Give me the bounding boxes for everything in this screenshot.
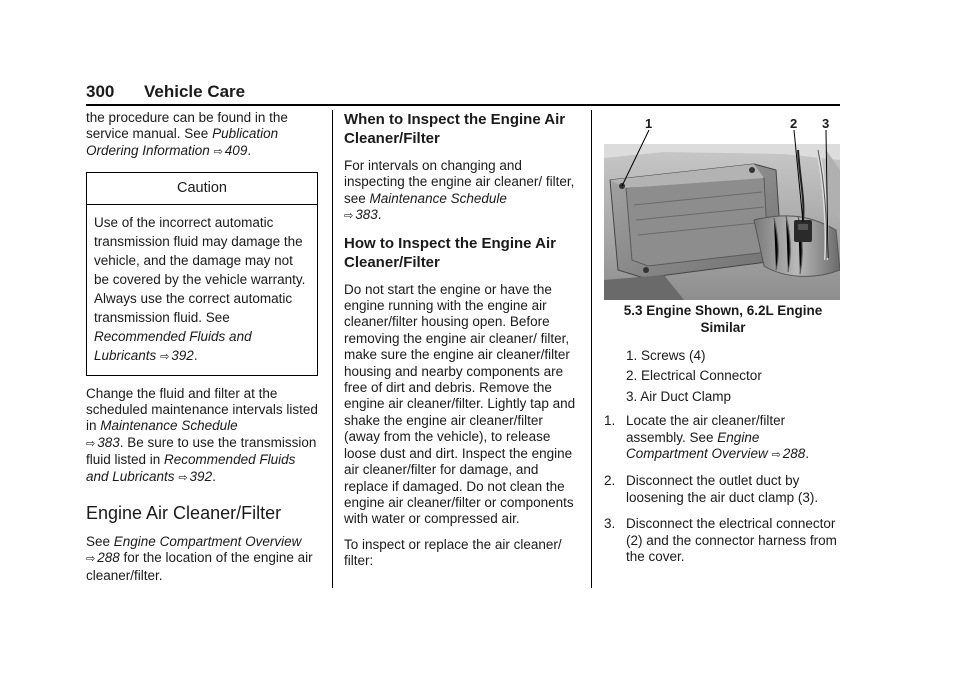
page-number: 300 — [86, 82, 115, 101]
caution-body: Use of the incorrect automatic transmission fluid may damage the vehicle, and the damage may not be covered by the vehicle warranty. Always use the correct automatic transmission fluid. See Recommended Fluids and Lubricants ⇨ 392. — [94, 214, 306, 363]
caution-heading: Caution — [87, 173, 317, 204]
page-reference-arrow-icon: ⇨ — [86, 437, 96, 450]
step-number: 1. — [604, 413, 616, 429]
step-item: 1. Locate the air cleaner/filter assembly. See Engine Compartment Overview ⇨ 288. — [604, 413, 810, 462]
xref-page-number[interactable]: 392 — [189, 468, 213, 484]
page-reference-arrow-icon: ⇨ — [771, 449, 781, 462]
engine-air-cleaner-photo — [604, 110, 840, 300]
callout-3: 3 — [822, 116, 830, 131]
page-reference-arrow-icon: ⇨ — [86, 553, 96, 566]
page-header — [86, 82, 840, 104]
photo-caption: 5.3 Engine Shown, 6.2L Engine Similar — [623, 303, 823, 335]
legend-item: 2. Electrical Connector — [626, 368, 762, 384]
xref-recommended-fluids[interactable]: Recommended Fluids and Lubricants — [94, 328, 252, 363]
step-item: 3. Disconnect the electrical connector (2) and the connector harness from the cover. — [604, 516, 837, 565]
xref-maintenance-schedule[interactable]: Maintenance Schedule — [100, 418, 238, 434]
legend-item: 3. Air Duct Clamp — [626, 388, 732, 404]
callout-2: 2 — [790, 116, 798, 131]
xref-page-number[interactable]: 288 — [97, 550, 120, 566]
page-reference-arrow-icon: ⇨ — [344, 210, 354, 223]
heading-engine-air-cleaner: Engine Air Cleaner/Filter — [86, 503, 282, 524]
xref-page-number[interactable]: 383 — [355, 207, 378, 223]
xref-page-number[interactable]: 383 — [97, 434, 120, 450]
page-reference-arrow-icon: ⇨ — [213, 145, 223, 158]
xref-engine-compartment-overview[interactable]: Engine Compartment Overview — [626, 429, 768, 462]
legend-item: 1. Screws (4) — [626, 348, 706, 363]
xref-page-number[interactable]: 392 — [171, 347, 194, 363]
legend-list — [604, 348, 842, 405]
xref-recommended-fluids[interactable]: Recommended Fluids and Lubricants — [86, 452, 296, 484]
callout-1: 1 — [645, 116, 653, 131]
xref-engine-compartment-overview[interactable]: Engine Compartment Overview — [113, 534, 302, 550]
heading-how-to-inspect: How to Inspect the Engine Air Cleaner/Filter — [344, 234, 556, 271]
change-fluid-paragraph: Change the fluid and filter at the scheduled maintenance intervals listed in Maintenance Schedule ⇨ 383. Be sure to use the transmission fluid listed in Recommended Fluids and Lubricants ⇨ 392. — [86, 385, 318, 484]
see-paragraph: See Engine Compartment Overview ⇨ 288 for the location of the engine air cleaner/filter. — [86, 534, 313, 583]
intervals-paragraph: For intervals on changing and inspecting the engine air cleaner/ filter, see Maintenance Schedule ⇨ 383. — [344, 158, 575, 223]
xref-publication-ordering[interactable]: Publication Ordering Information — [86, 126, 279, 158]
step-item: 2. Disconnect the outlet duct by loosening the air duct clamp (3). — [604, 473, 819, 505]
intro-paragraph: the procedure can be found in the service manual. See Publication Ordering Information ⇨ 409. — [86, 110, 288, 158]
column-2 — [344, 110, 578, 579]
heading-when-to-inspect: When to Inspect the Engine Air Cleaner/Filter — [344, 111, 566, 147]
xref-maintenance-schedule[interactable]: Maintenance Schedule — [369, 190, 507, 206]
xref-page-number[interactable]: 409 — [224, 142, 248, 158]
caution-box — [86, 172, 318, 375]
column-3 — [604, 110, 842, 575]
procedure-steps — [604, 413, 842, 565]
column-divider — [591, 110, 592, 588]
page-reference-arrow-icon: ⇨ — [178, 471, 188, 484]
header-rule — [86, 104, 840, 106]
column-1 — [86, 110, 318, 593]
column-divider — [332, 110, 333, 588]
step-number: 2. — [604, 473, 616, 489]
step-number: 3. — [604, 516, 616, 532]
section-title: Vehicle Care — [144, 82, 246, 101]
inspect-paragraph: Do not start the engine or have the engine running with the engine air cleaner/filter housing open. Before removing the engine air cleaner/ filter, make sure the engine air cleaner/filter housing and nearby components are free of dirt and debris. Remove the engine air cleaner/filter. Lightly tap and shake the engine air cleaner/filter (away from the vehicle), to release loose dust and dirt. Inspect the engine air cleaner/filter for damage, and replace if damaged. Do not clean the engine air cleaner/filter or components with water or compressed air. — [344, 281, 576, 527]
page-reference-arrow-icon: ⇨ — [160, 350, 170, 363]
xref-page-number[interactable]: 288 — [782, 446, 806, 462]
replace-intro-paragraph: To inspect or replace the air cleaner/ filter: — [344, 536, 562, 569]
engine-photo-illustration — [604, 110, 840, 300]
